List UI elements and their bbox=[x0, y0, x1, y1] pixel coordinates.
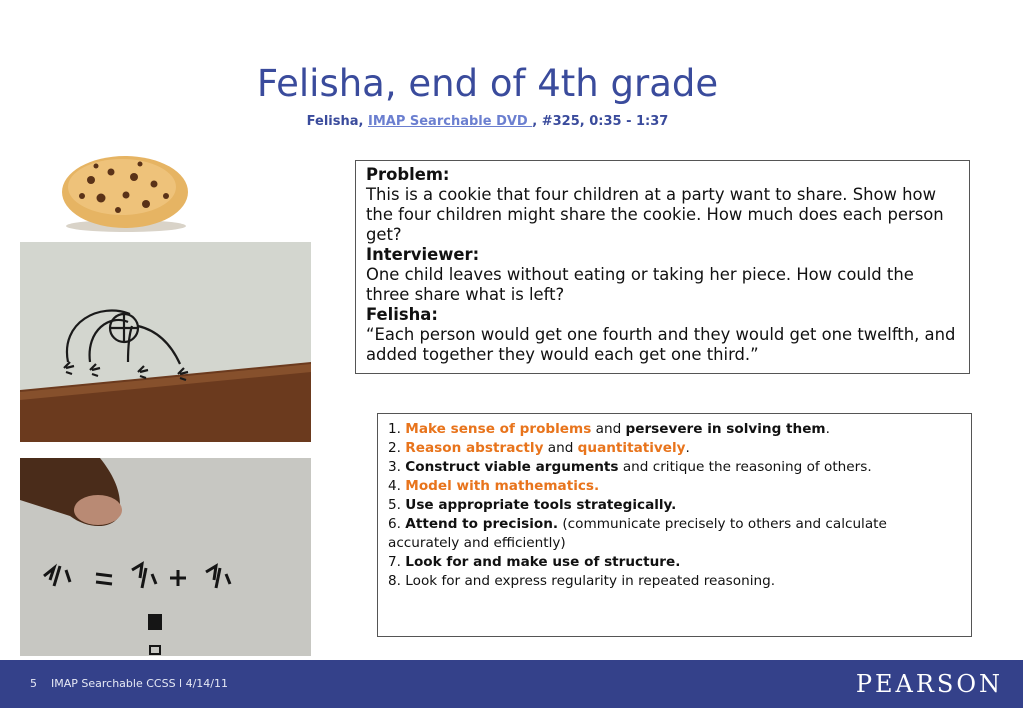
practice-highlight: Model with mathematics. bbox=[405, 478, 600, 494]
practice-text: (communicate precisely to others and calculate accurately and efficiently) bbox=[388, 516, 887, 551]
practice-item bbox=[388, 515, 961, 553]
subtitle-suffix: , #325, 0:35 - 1:37 bbox=[532, 114, 669, 129]
interviewer-text: One child leaves without eating or taking her piece. How could the three share what is left? bbox=[366, 265, 914, 304]
practice-item bbox=[388, 477, 961, 496]
practice-number: 4. bbox=[388, 478, 406, 494]
pearson-logo: PEARSON bbox=[855, 670, 1003, 698]
problem-label: Problem: bbox=[366, 165, 450, 184]
practice-text: and critique the reasoning of others. bbox=[618, 459, 872, 475]
practice-number: 7. bbox=[388, 554, 406, 570]
practice-text: and bbox=[591, 421, 626, 437]
practice-number: 2. bbox=[388, 440, 406, 456]
practice-highlight: Reason abstractly bbox=[405, 440, 544, 456]
practice-bold: Construct viable arguments bbox=[405, 459, 619, 475]
footer-label: IMAP Searchable CCSS l 4/14/11 bbox=[51, 677, 229, 690]
practice-item bbox=[388, 458, 961, 477]
practice-item bbox=[388, 420, 961, 439]
felisha-quote: “Each person would get one fourth and they would get one twelfth, and added together they would each get one third.” bbox=[366, 325, 956, 364]
dvd-link[interactable]: IMAP Searchable DVD bbox=[367, 114, 533, 129]
practice-text: Look for and express regularity in repeated reasoning. bbox=[405, 573, 776, 589]
interviewer-label: Interviewer: bbox=[366, 245, 480, 264]
practice-highlight: quantitatively bbox=[577, 440, 686, 456]
practice-number: 6. bbox=[388, 516, 406, 532]
practice-item bbox=[388, 572, 961, 591]
practices-box bbox=[377, 413, 972, 637]
video-still-drawing bbox=[20, 242, 311, 442]
practice-highlight: Make sense of problems bbox=[405, 421, 592, 437]
video-still-equation bbox=[20, 458, 311, 656]
subtitle-prefix: Felisha, bbox=[306, 114, 368, 129]
slide-subtitle bbox=[0, 114, 975, 129]
problem-text: This is a cookie that four children at a party want to share. Show how the four children might share the cookie. How much does each person get? bbox=[366, 185, 944, 244]
felisha-label: Felisha: bbox=[366, 305, 438, 324]
practice-number: 8. bbox=[388, 573, 406, 589]
practice-number: 1. bbox=[388, 421, 406, 437]
practice-item bbox=[388, 439, 961, 458]
practice-number: 5. bbox=[388, 497, 406, 513]
practice-item bbox=[388, 496, 961, 515]
practice-bold: persevere in solving them bbox=[625, 421, 826, 437]
practice-text: . bbox=[685, 440, 690, 456]
slide-title: Felisha, end of 4th grade bbox=[256, 62, 719, 105]
practice-bold: Use appropriate tools strategically. bbox=[405, 497, 677, 513]
practice-text: . bbox=[825, 421, 830, 437]
footer-bar bbox=[0, 660, 1023, 708]
problem-box bbox=[355, 160, 970, 374]
practice-bold: Attend to precision. bbox=[405, 516, 559, 532]
cookie-image bbox=[56, 150, 194, 234]
practice-bold: Look for and make use of structure. bbox=[405, 554, 681, 570]
page-number: 5 bbox=[30, 677, 37, 690]
footer-meta bbox=[30, 677, 242, 690]
practice-number: 3. bbox=[388, 459, 406, 475]
practice-text: and bbox=[543, 440, 578, 456]
practice-item bbox=[388, 553, 961, 572]
